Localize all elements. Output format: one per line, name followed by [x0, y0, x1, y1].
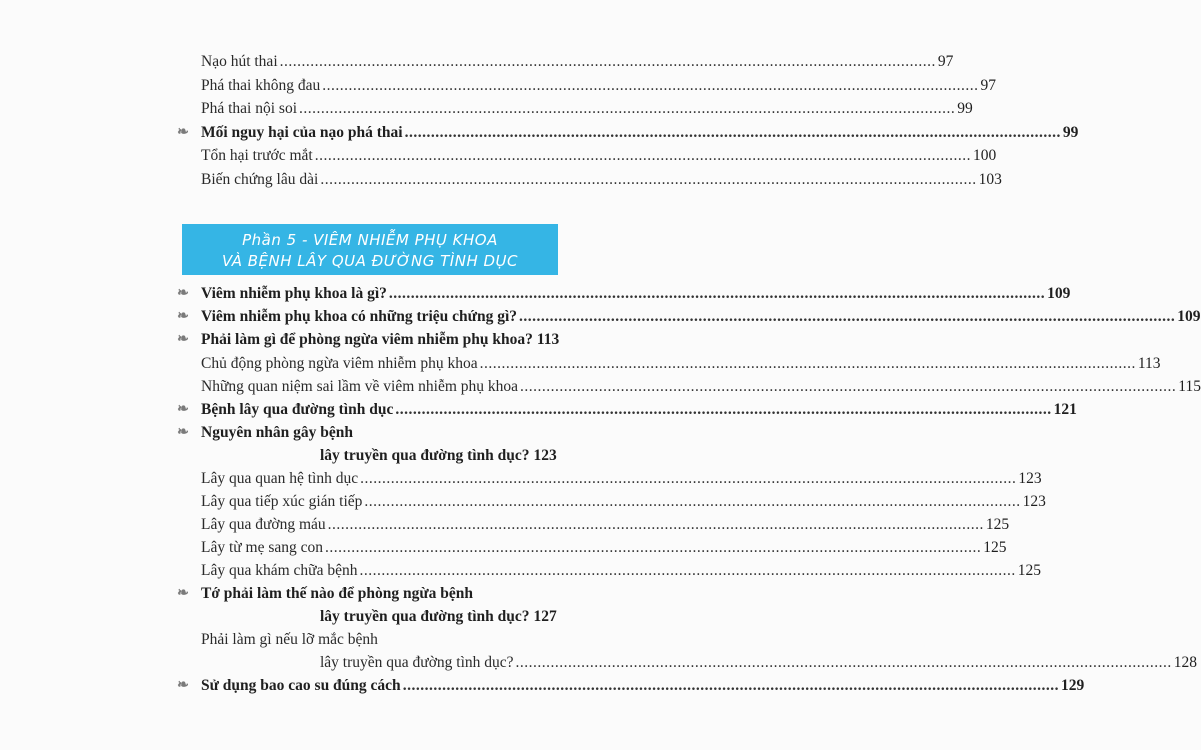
toc-entry-title: Mối nguy hại của nạo phá thai [201, 124, 403, 141]
dot-leader: ...................................................................................................................................................... [515, 654, 1172, 671]
toc-entry-line [201, 144, 997, 167]
toc-entry-title-continuation: lây truyền qua đường tình dục? [320, 608, 530, 625]
toc-entry-title: Tớ phải làm thế nào để phòng ngừa bệnh [201, 585, 473, 602]
toc-entry-title: Biến chứng lâu dài [201, 171, 319, 188]
toc-entry-title: Những quan niệm sai lầm về viêm nhiễm phụ khoa [201, 378, 519, 395]
toc-entry [0, 421, 750, 444]
toc-entry-title: Bệnh lây qua đường tình dục [201, 401, 394, 418]
toc-page-number: 129 [1060, 677, 1085, 694]
toc-entry-line [201, 282, 1071, 305]
toc-entry-title: Viêm nhiễm phụ khoa là gì? [201, 285, 387, 302]
toc-entry-line [201, 490, 1046, 513]
toc-entry-line [201, 74, 996, 97]
dot-leader: ...................................................................................................................................................... [360, 470, 1017, 487]
toc-entry-continuation [0, 444, 750, 467]
dot-leader: ...................................................................................................................................................... [395, 401, 1052, 418]
toc-entry-line [320, 605, 557, 628]
dot-leader: ...................................................................................................................................................... [364, 493, 1021, 510]
toc-page-number: 123 [1022, 493, 1046, 510]
toc-entry-continuation [0, 605, 750, 628]
toc-entry-continuation [0, 651, 1198, 674]
toc-entry [0, 513, 1010, 536]
toc-entry [0, 144, 997, 167]
toc-page-number: 103 [978, 171, 1002, 188]
dot-leader: ...................................................................................................................................................... [404, 124, 1061, 141]
toc-entry-line [201, 328, 558, 351]
dot-leader: ...................................................................................................................................................... [388, 285, 1046, 302]
toc-entry [0, 97, 973, 120]
toc-page-number: 113 [536, 331, 560, 348]
toc-entry-title-continuation: lây truyền qua đường tình dục? [320, 447, 530, 464]
dot-leader: ...................................................................................................................................................... [320, 171, 977, 188]
toc-entry-title: Lây qua tiếp xúc gián tiếp [201, 493, 363, 510]
toc-entry-title: Nạo hút thai [201, 53, 278, 70]
toc-entry-line [320, 444, 557, 467]
toc-entry-title: Phải làm gì nếu lỡ mắc bệnh [201, 631, 378, 648]
toc-entry-line [201, 674, 1085, 697]
swirl-ornament-icon: ❧ [177, 309, 189, 324]
toc-entry [0, 559, 1041, 582]
toc-entry [0, 398, 1077, 421]
toc-entry [0, 582, 750, 605]
toc-entry-title: Phải làm gì để phòng ngừa viêm nhiễm phụ khoa? [201, 331, 533, 348]
toc-entry-title: Phá thai không đau [201, 77, 321, 94]
toc-entry-line [201, 398, 1077, 421]
toc-entry [0, 375, 1201, 398]
toc-page-number: 97 [980, 77, 996, 94]
toc-entry-title: Tổn hại trước mắt [201, 147, 313, 164]
toc-entry-line [201, 467, 1042, 490]
toc-entry-line [201, 513, 1010, 536]
toc-entry-line [201, 628, 554, 651]
toc-page-number: 109 [1177, 308, 1201, 325]
swirl-ornament-icon: ❧ [177, 286, 189, 301]
dot-leader: ...................................................................................................................................................... [314, 147, 971, 164]
toc-entry [0, 536, 1007, 559]
toc-entry-line [201, 375, 1201, 398]
toc-entry-line [320, 651, 1198, 674]
toc-entry-title: Lây qua quan hệ tình dục [201, 470, 359, 487]
swirl-ornament-icon: ❧ [177, 678, 189, 693]
toc-page-number: 125 [985, 516, 1010, 533]
toc-entry-line [201, 121, 1079, 144]
toc-entry-title: Nguyên nhân gây bệnh [201, 424, 354, 441]
toc-entry [0, 352, 1161, 375]
swirl-ornament-icon: ❧ [177, 332, 189, 347]
toc-page-number: 99 [1062, 124, 1079, 141]
part-heading-banner [182, 224, 558, 275]
toc-page-number: 127 [533, 608, 557, 625]
toc-entry [0, 282, 1071, 305]
part-heading-line-2: VÀ BỆNH LÂY QUA ĐƯỜNG TÌNH DỤC [221, 252, 519, 270]
toc-page-number: 123 [533, 447, 557, 464]
toc-page-number: 100 [972, 147, 997, 164]
swirl-ornament-icon: ❧ [177, 586, 189, 601]
part-heading-line-1: Phần 5 - VIÊM NHIỄM PHỤ KHOA [242, 231, 498, 249]
toc-entry-line [201, 536, 1007, 559]
toc-page-number: 123 [1018, 470, 1042, 487]
toc-entry-title: Chủ động phòng ngừa viêm nhiễm phụ khoa [201, 355, 478, 372]
toc-page-number: 97 [937, 53, 954, 70]
swirl-ornament-icon: ❧ [177, 402, 189, 417]
dot-leader: ...................................................................................................................................................... [359, 562, 1016, 579]
dot-leader: ...................................................................................................................................................... [519, 308, 1176, 325]
toc-entry-line [201, 305, 1201, 328]
toc-page-number: 99 [957, 100, 973, 117]
dot-leader: ...................................................................................................................................................... [325, 539, 982, 556]
toc-page-number: 128 [1173, 654, 1198, 671]
toc-entry [0, 305, 1201, 328]
toc-page-number: 115 [1178, 378, 1201, 395]
toc-entry [0, 74, 996, 97]
dot-leader: ...................................................................................................................................................... [402, 677, 1059, 694]
toc-entry-line [201, 421, 554, 444]
toc-entry-title: Sử dụng bao cao su đúng cách [201, 677, 401, 694]
toc-entry-line [201, 97, 973, 120]
dot-leader: ...................................................................................................................................................... [479, 355, 1136, 372]
dot-leader: ...................................................................................................................................................... [327, 516, 984, 533]
dot-leader: ...................................................................................................................................................... [322, 77, 979, 94]
toc-entry [0, 328, 750, 351]
toc-entry [0, 674, 1085, 697]
toc-entry-line [201, 352, 1161, 375]
toc-entry-line [201, 50, 954, 73]
toc-page-number: 125 [1017, 562, 1041, 579]
toc-page-number: 125 [983, 539, 1007, 556]
toc-entry-title: Viêm nhiễm phụ khoa có những triệu chứng gì? [201, 308, 518, 325]
dot-leader: ...................................................................................................................................................... [279, 53, 936, 70]
toc-entry-line [201, 582, 554, 605]
toc-page-number: 109 [1047, 285, 1071, 302]
dot-leader: ...................................................................................................................................................... [299, 100, 956, 117]
toc-page-number: 113 [1137, 355, 1161, 372]
toc-entry [0, 168, 1002, 191]
toc-entry-line [201, 559, 1041, 582]
toc-entry [0, 490, 1046, 513]
swirl-ornament-icon: ❧ [177, 425, 189, 440]
toc-entry [0, 50, 954, 73]
toc-page-number: 121 [1053, 401, 1077, 418]
toc-entry [0, 467, 1042, 490]
toc-entry-title-continuation: lây truyền qua đường tình dục? [320, 654, 514, 671]
toc-entry [0, 628, 750, 651]
dot-leader: ...................................................................................................................................................... [520, 378, 1177, 395]
toc-entry-title: Lây qua khám chữa bệnh [201, 562, 358, 579]
toc-entry [0, 121, 1079, 144]
toc-entry-title: Lây từ mẹ sang con [201, 539, 324, 556]
toc-entry-title: Phá thai nội soi [201, 100, 298, 117]
toc-entry-title: Lây qua đường máu [201, 516, 326, 533]
toc-entry-line [201, 168, 1002, 191]
swirl-ornament-icon: ❧ [177, 125, 189, 140]
